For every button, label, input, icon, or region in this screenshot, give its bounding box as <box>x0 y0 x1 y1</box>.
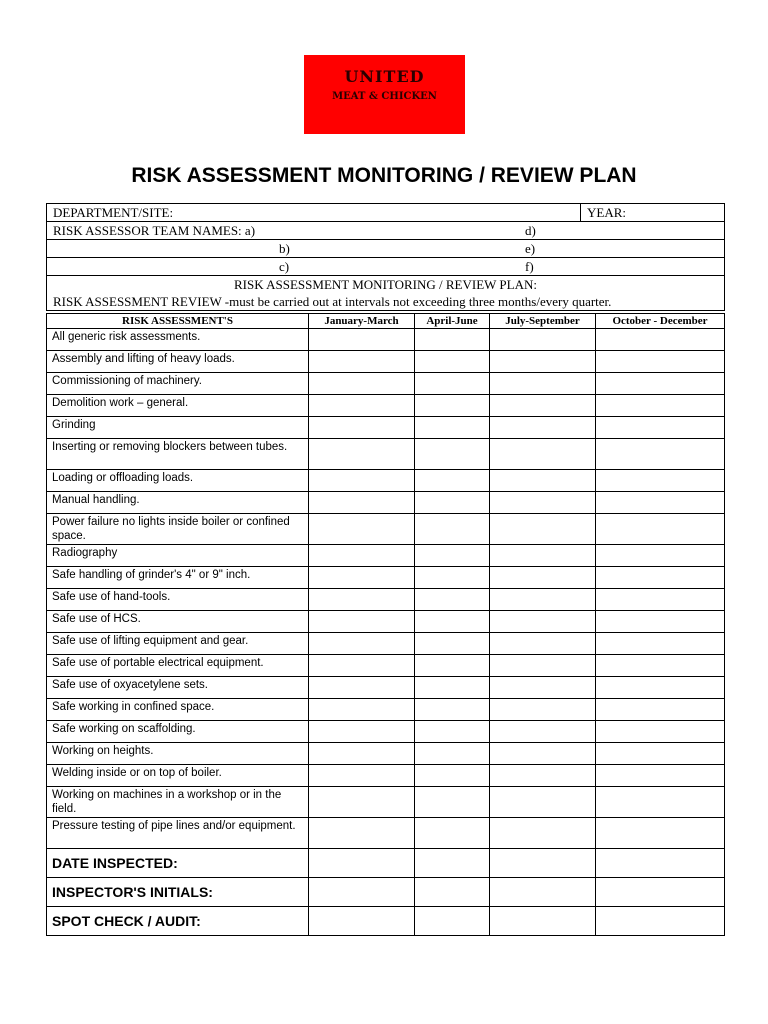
quarter-q4-cell[interactable] <box>596 677 725 699</box>
quarter-q1-cell[interactable] <box>309 545 415 567</box>
quarter-q1-cell[interactable] <box>309 492 415 514</box>
quarter-q2-cell[interactable] <box>415 655 490 677</box>
page-title: RISK ASSESSMENT MONITORING / REVIEW PLAN <box>131 164 637 187</box>
team-slot-b: b) <box>279 240 290 256</box>
risk-assessment-label: Safe working in confined space. <box>47 699 309 721</box>
quarter-q4-cell[interactable] <box>596 818 725 849</box>
table-row <box>47 395 725 417</box>
quarter-q3-cell[interactable] <box>490 677 596 699</box>
footer-q3-cell[interactable] <box>490 907 596 936</box>
table-row <box>47 743 725 765</box>
footer-label: INSPECTOR'S INITIALS: <box>47 878 309 907</box>
team-slot-e: e) <box>525 240 536 256</box>
table-row <box>47 567 725 589</box>
column-header-q2: April-June <box>415 314 490 329</box>
quarter-q4-cell[interactable] <box>596 743 725 765</box>
quarter-q4-cell[interactable] <box>596 492 725 514</box>
quarter-q4-cell[interactable] <box>596 514 725 545</box>
team-slot-d: d) <box>525 222 536 238</box>
risk-assessment-label: Welding inside or on top of boiler. <box>47 765 309 787</box>
quarter-q1-cell[interactable] <box>309 787 415 818</box>
header-table <box>46 203 725 311</box>
quarter-q4-cell[interactable] <box>596 611 725 633</box>
quarter-q4-cell[interactable] <box>596 699 725 721</box>
team-row-1 <box>47 222 725 240</box>
quarter-q4-cell[interactable] <box>596 439 725 470</box>
quarter-q3-cell[interactable] <box>490 721 596 743</box>
quarter-q2-cell[interactable] <box>415 439 490 470</box>
risk-assessment-label: Pressure testing of pipe lines and/or equipment. <box>47 818 309 849</box>
table-row <box>47 633 725 655</box>
quarter-q3-cell[interactable] <box>490 395 596 417</box>
department-label[interactable]: DEPARTMENT/SITE: <box>47 204 581 222</box>
risk-assessment-label: Inserting or removing blockers between tubes. <box>47 439 309 470</box>
footer-q1-cell[interactable] <box>309 907 415 936</box>
table-row <box>47 492 725 514</box>
quarter-q4-cell[interactable] <box>596 417 725 439</box>
quarter-q2-cell[interactable] <box>415 470 490 492</box>
company-logo <box>304 55 465 134</box>
quarter-q2-cell[interactable] <box>415 417 490 439</box>
risk-assessment-label: Grinding <box>47 417 309 439</box>
footer-q3-cell[interactable] <box>490 878 596 907</box>
table-row <box>47 329 725 351</box>
risk-assessment-label: Demolition work – general. <box>47 395 309 417</box>
quarter-q2-cell[interactable] <box>415 699 490 721</box>
footer-q2-cell[interactable] <box>415 878 490 907</box>
team-names-cell-3[interactable] <box>47 258 725 276</box>
quarter-q4-cell[interactable] <box>596 633 725 655</box>
year-label[interactable]: YEAR: <box>581 204 725 222</box>
quarter-q1-cell[interactable] <box>309 677 415 699</box>
quarter-q2-cell[interactable] <box>415 567 490 589</box>
risk-assessment-label: Radiography <box>47 545 309 567</box>
footer-q4-cell[interactable] <box>596 849 725 878</box>
quarter-q3-cell[interactable] <box>490 655 596 677</box>
plan-heading-row <box>47 276 725 294</box>
quarter-q3-cell[interactable] <box>490 329 596 351</box>
risk-assessment-label: Working on machines in a workshop or in the field. <box>47 787 309 818</box>
quarter-q1-cell[interactable] <box>309 329 415 351</box>
footer-row <box>47 907 725 936</box>
quarter-q2-cell[interactable] <box>415 492 490 514</box>
team-row-2 <box>47 240 725 258</box>
quarter-q2-cell[interactable] <box>415 818 490 849</box>
footer-label: DATE INSPECTED: <box>47 849 309 878</box>
risk-assessment-label: Safe working on scaffolding. <box>47 721 309 743</box>
table-row <box>47 417 725 439</box>
quarter-q3-cell[interactable] <box>490 611 596 633</box>
quarter-q2-cell[interactable] <box>415 545 490 567</box>
quarter-q4-cell[interactable] <box>596 765 725 787</box>
team-row-3 <box>47 258 725 276</box>
table-row <box>47 439 725 470</box>
risk-assessment-label: Safe use of oxyacetylene sets. <box>47 677 309 699</box>
team-names-cell[interactable] <box>47 222 725 240</box>
quarter-q1-cell[interactable] <box>309 765 415 787</box>
risk-assessment-label: Commissioning of machinery. <box>47 373 309 395</box>
plan-heading: RISK ASSESSMENT MONITORING / REVIEW PLAN: <box>47 276 725 294</box>
quarter-q2-cell[interactable] <box>415 589 490 611</box>
footer-q3-cell[interactable] <box>490 849 596 878</box>
risk-assessment-label: Power failure no lights inside boiler or confined space. <box>47 514 309 545</box>
quarter-q2-cell[interactable] <box>415 373 490 395</box>
quarter-q3-cell[interactable] <box>490 699 596 721</box>
quarter-q3-cell[interactable] <box>490 743 596 765</box>
quarter-q1-cell[interactable] <box>309 818 415 849</box>
quarter-q1-cell[interactable] <box>309 743 415 765</box>
quarter-q4-cell[interactable] <box>596 655 725 677</box>
quarter-q2-cell[interactable] <box>415 743 490 765</box>
quarter-q3-cell[interactable] <box>490 470 596 492</box>
quarter-q3-cell[interactable] <box>490 633 596 655</box>
quarter-q2-cell[interactable] <box>415 765 490 787</box>
quarter-q1-cell[interactable] <box>309 611 415 633</box>
quarter-q4-cell[interactable] <box>596 545 725 567</box>
quarter-q2-cell[interactable] <box>415 514 490 545</box>
footer-label: SPOT CHECK / AUDIT: <box>47 907 309 936</box>
quarter-q1-cell[interactable] <box>309 514 415 545</box>
quarter-q4-cell[interactable] <box>596 721 725 743</box>
quarter-q1-cell[interactable] <box>309 351 415 373</box>
quarter-q2-cell[interactable] <box>415 395 490 417</box>
risk-assessment-label: Assembly and lifting of heavy loads. <box>47 351 309 373</box>
quarter-q1-cell[interactable] <box>309 633 415 655</box>
column-header-q4: October - December <box>596 314 725 329</box>
quarter-q3-cell[interactable] <box>490 589 596 611</box>
column-header-q3: July-September <box>490 314 596 329</box>
footer-q1-cell[interactable] <box>309 878 415 907</box>
logo-line-2: MEAT & CHICKEN <box>332 91 437 102</box>
quarter-q3-cell[interactable] <box>490 514 596 545</box>
team-names-label: RISK ASSESSOR TEAM NAMES: a) <box>53 222 256 238</box>
table-row <box>47 470 725 492</box>
quarter-q1-cell[interactable] <box>309 439 415 470</box>
table-row <box>47 787 725 818</box>
review-plan-table <box>46 313 725 936</box>
quarter-q3-cell[interactable] <box>490 492 596 514</box>
department-row <box>47 204 725 222</box>
quarter-q3-cell[interactable] <box>490 567 596 589</box>
quarter-q3-cell[interactable] <box>490 545 596 567</box>
quarter-q1-cell[interactable] <box>309 470 415 492</box>
team-names-cell-2[interactable] <box>47 240 725 258</box>
table-row <box>47 699 725 721</box>
risk-assessment-label: Safe use of lifting equipment and gear. <box>47 633 309 655</box>
risk-assessment-label: Safe use of HCS. <box>47 611 309 633</box>
quarter-q3-cell[interactable] <box>490 351 596 373</box>
team-slot-c: c) <box>279 258 290 274</box>
quarter-q4-cell[interactable] <box>596 787 725 818</box>
quarter-q1-cell[interactable] <box>309 721 415 743</box>
quarter-q1-cell[interactable] <box>309 417 415 439</box>
risk-assessment-label: Loading or offloading loads. <box>47 470 309 492</box>
quarter-q2-cell[interactable] <box>415 787 490 818</box>
table-row <box>47 677 725 699</box>
quarter-q1-cell[interactable] <box>309 699 415 721</box>
quarter-q1-cell[interactable] <box>309 373 415 395</box>
quarter-q1-cell[interactable] <box>309 655 415 677</box>
footer-q2-cell[interactable] <box>415 849 490 878</box>
quarter-q3-cell[interactable] <box>490 439 596 470</box>
table-row <box>47 514 725 545</box>
table-row <box>47 351 725 373</box>
review-note-row <box>47 293 725 311</box>
team-slot-f: f) <box>525 258 534 274</box>
quarter-q2-cell[interactable] <box>415 611 490 633</box>
quarter-q2-cell[interactable] <box>415 721 490 743</box>
quarter-q1-cell[interactable] <box>309 395 415 417</box>
column-header-q1: January-March <box>309 314 415 329</box>
quarter-q1-cell[interactable] <box>309 589 415 611</box>
quarter-q4-cell[interactable] <box>596 329 725 351</box>
footer-q1-cell[interactable] <box>309 849 415 878</box>
table-row <box>47 589 725 611</box>
quarter-q2-cell[interactable] <box>415 329 490 351</box>
table-row <box>47 545 725 567</box>
quarter-q4-cell[interactable] <box>596 470 725 492</box>
table-row <box>47 765 725 787</box>
quarter-q3-cell[interactable] <box>490 818 596 849</box>
quarter-q2-cell[interactable] <box>415 633 490 655</box>
footer-row <box>47 849 725 878</box>
quarter-q2-cell[interactable] <box>415 351 490 373</box>
quarter-q3-cell[interactable] <box>490 417 596 439</box>
footer-q4-cell[interactable] <box>596 878 725 907</box>
footer-row <box>47 878 725 907</box>
review-note: RISK ASSESSMENT REVIEW -must be carried out at intervals not exceeding three months/every quarter. <box>47 293 725 311</box>
risk-assessment-label: Safe handling of grinder's 4" or 9" inch. <box>47 567 309 589</box>
table-row <box>47 373 725 395</box>
quarter-q2-cell[interactable] <box>415 677 490 699</box>
table-row <box>47 721 725 743</box>
quarter-q3-cell[interactable] <box>490 765 596 787</box>
quarter-q1-cell[interactable] <box>309 567 415 589</box>
table-row <box>47 655 725 677</box>
quarter-q4-cell[interactable] <box>596 395 725 417</box>
quarter-q3-cell[interactable] <box>490 787 596 818</box>
risk-assessment-label: Manual handling. <box>47 492 309 514</box>
footer-q4-cell[interactable] <box>596 907 725 936</box>
quarter-q4-cell[interactable] <box>596 567 725 589</box>
footer-q2-cell[interactable] <box>415 907 490 936</box>
table-row <box>47 611 725 633</box>
risk-assessment-label: Safe use of hand-tools. <box>47 589 309 611</box>
risk-assessment-label: All generic risk assessments. <box>47 329 309 351</box>
logo-line-1: UNITED <box>344 67 425 86</box>
quarter-q4-cell[interactable] <box>596 351 725 373</box>
quarter-q4-cell[interactable] <box>596 589 725 611</box>
column-header-assessments: RISK ASSESSMENT'S <box>47 314 309 329</box>
column-header-row <box>47 314 725 329</box>
quarter-q3-cell[interactable] <box>490 373 596 395</box>
risk-assessment-label: Safe use of portable electrical equipment. <box>47 655 309 677</box>
table-row <box>47 818 725 849</box>
risk-assessment-label: Working on heights. <box>47 743 309 765</box>
quarter-q4-cell[interactable] <box>596 373 725 395</box>
